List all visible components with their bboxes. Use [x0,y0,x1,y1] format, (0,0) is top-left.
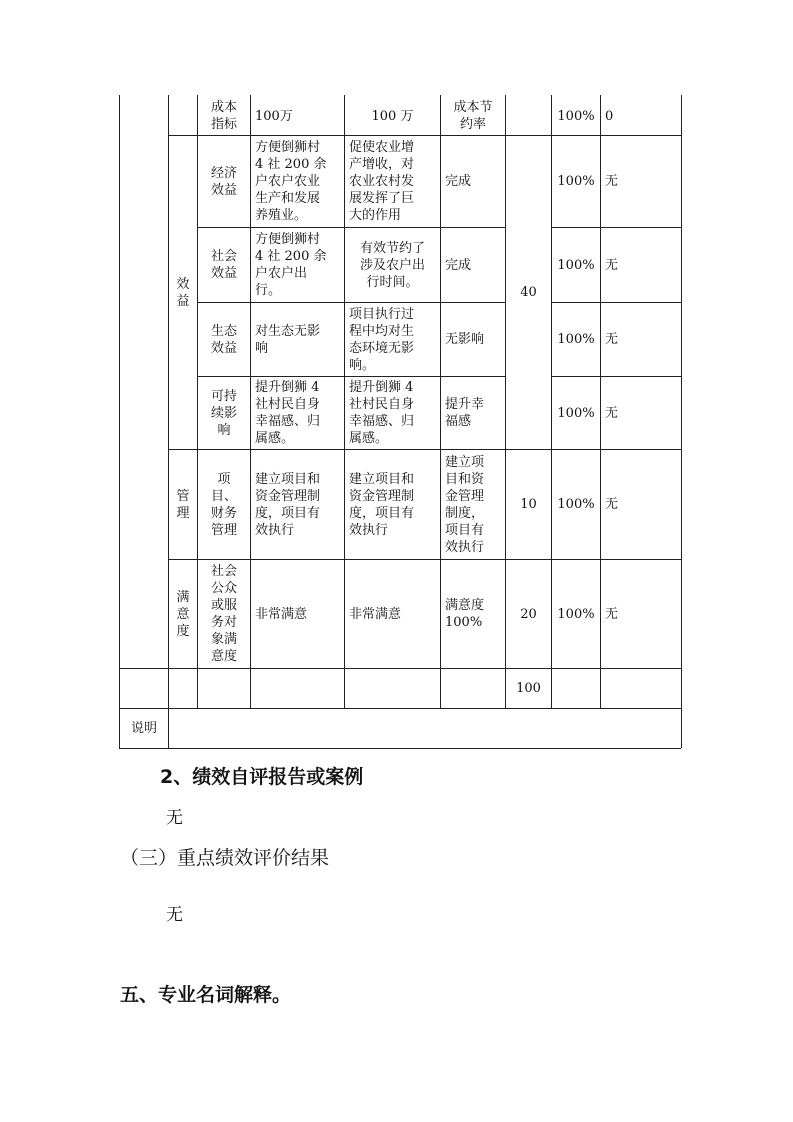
economic-benefit-measure-cell: 完成 [445,174,472,189]
satisfaction-score-cell: 20 [520,606,537,622]
economic-benefit-indicator-cell: 经济 效益 [210,165,237,198]
sustainable-impact-indicator-cell: 可持 续影 响 [210,388,237,438]
section3-content: 无 [166,905,183,925]
social-benefit-completion-cell: 100% [557,257,595,273]
satisfaction-actual-cell: 非常满意 [349,606,402,622]
ecological-benefit-target-cell: 对生态无影 响 [255,323,321,356]
benefit-category-cell: 效 益 [176,276,190,309]
cost-completion-cell: 100% [557,108,595,124]
section5-heading: 五、专业名词解释。 [120,984,292,1006]
sustainable-impact-completion-cell: 100% [557,405,595,421]
ecological-benefit-measure-cell: 无影响 [445,332,485,347]
management-measure-cell: 建立项 目和资 金管理 制度， 项目有 效执行 [445,454,485,555]
ecological-benefit-completion-cell: 100% [557,332,595,347]
management-completion-cell: 100% [557,497,595,512]
social-benefit-deduction-cell: 无 [605,257,619,273]
economic-benefit-deduction-cell: 无 [605,174,619,189]
management-category-cell: 管 理 [176,488,190,521]
economic-benefit-target-cell: 方便倒狮村 4 社 200 余 户农户农业 生产和发展 养殖业。 [255,140,327,223]
management-deduction-cell: 无 [605,497,619,512]
cost-measure-cell: 成本节 约率 [453,100,493,132]
satisfaction-target-cell: 非常满意 [255,606,308,622]
total-score-cell: 100 [516,681,541,696]
satisfaction-indicator-cell: 社会 公众 或服 务对 象满 意度 [210,564,237,664]
section2-content: 无 [166,808,183,828]
sustainable-impact-target-cell: 提升倒狮 4 社村民自身 幸福感、归 属感。 [255,380,321,446]
satisfaction-completion-cell: 100% [557,606,595,622]
social-benefit-indicator-cell: 社会 效益 [210,249,237,281]
section2-heading: 2、绩效自评报告或案例 [160,766,364,788]
note-label-cell: 说明 [130,721,157,736]
satisfaction-category-cell: 满 意 度 [176,589,190,639]
management-score-cell: 10 [520,497,537,512]
social-benefit-actual-cell: 有效节约了 涉及农户出 行时间。 [359,240,425,290]
sustainable-impact-actual-cell: 提升倒狮 4 社村民自身 幸福感、归 属感。 [349,380,415,446]
cost-indicator-cell: 成本 指标 [210,100,237,132]
management-actual-cell: 建立项目和 资金管理制 度，项目有 效执行 [349,471,415,538]
management-target-cell: 建立项目和 资金管理制 度，项目有 效执行 [255,471,321,538]
social-benefit-target-cell: 方便倒狮村 4 社 200 余 户农户出 行。 [255,232,327,298]
cost-actual-value-cell: 100 万 [371,108,414,124]
social-benefit-measure-cell: 完成 [445,257,472,273]
cost-annual-target-cell: 100万 [255,108,293,124]
satisfaction-measure-cell: 满意度 100% [445,598,485,630]
cost-deduction-cell: 0 [605,108,614,124]
management-indicator-cell: 项 目、 财务 管理 [210,471,237,538]
ecological-benefit-actual-cell: 项目执行过 程中均对生 态环境无影 响。 [349,306,415,373]
sustainable-impact-deduction-cell: 无 [605,405,619,421]
ecological-benefit-deduction-cell: 无 [605,332,619,347]
section3-heading: （三）重点绩效评价结果 [120,847,330,869]
economic-benefit-actual-cell: 促使农业增 产增收，对 农业农村发 展发挥了巨 大的作用 [349,140,415,223]
economic-benefit-completion-cell: 100% [557,174,595,189]
benefit-score-cell: 40 [520,285,537,300]
sustainable-impact-measure-cell: 提升幸 福感 [445,397,485,429]
satisfaction-deduction-cell: 无 [605,606,619,622]
ecological-benefit-indicator-cell: 生态 效益 [210,323,237,356]
